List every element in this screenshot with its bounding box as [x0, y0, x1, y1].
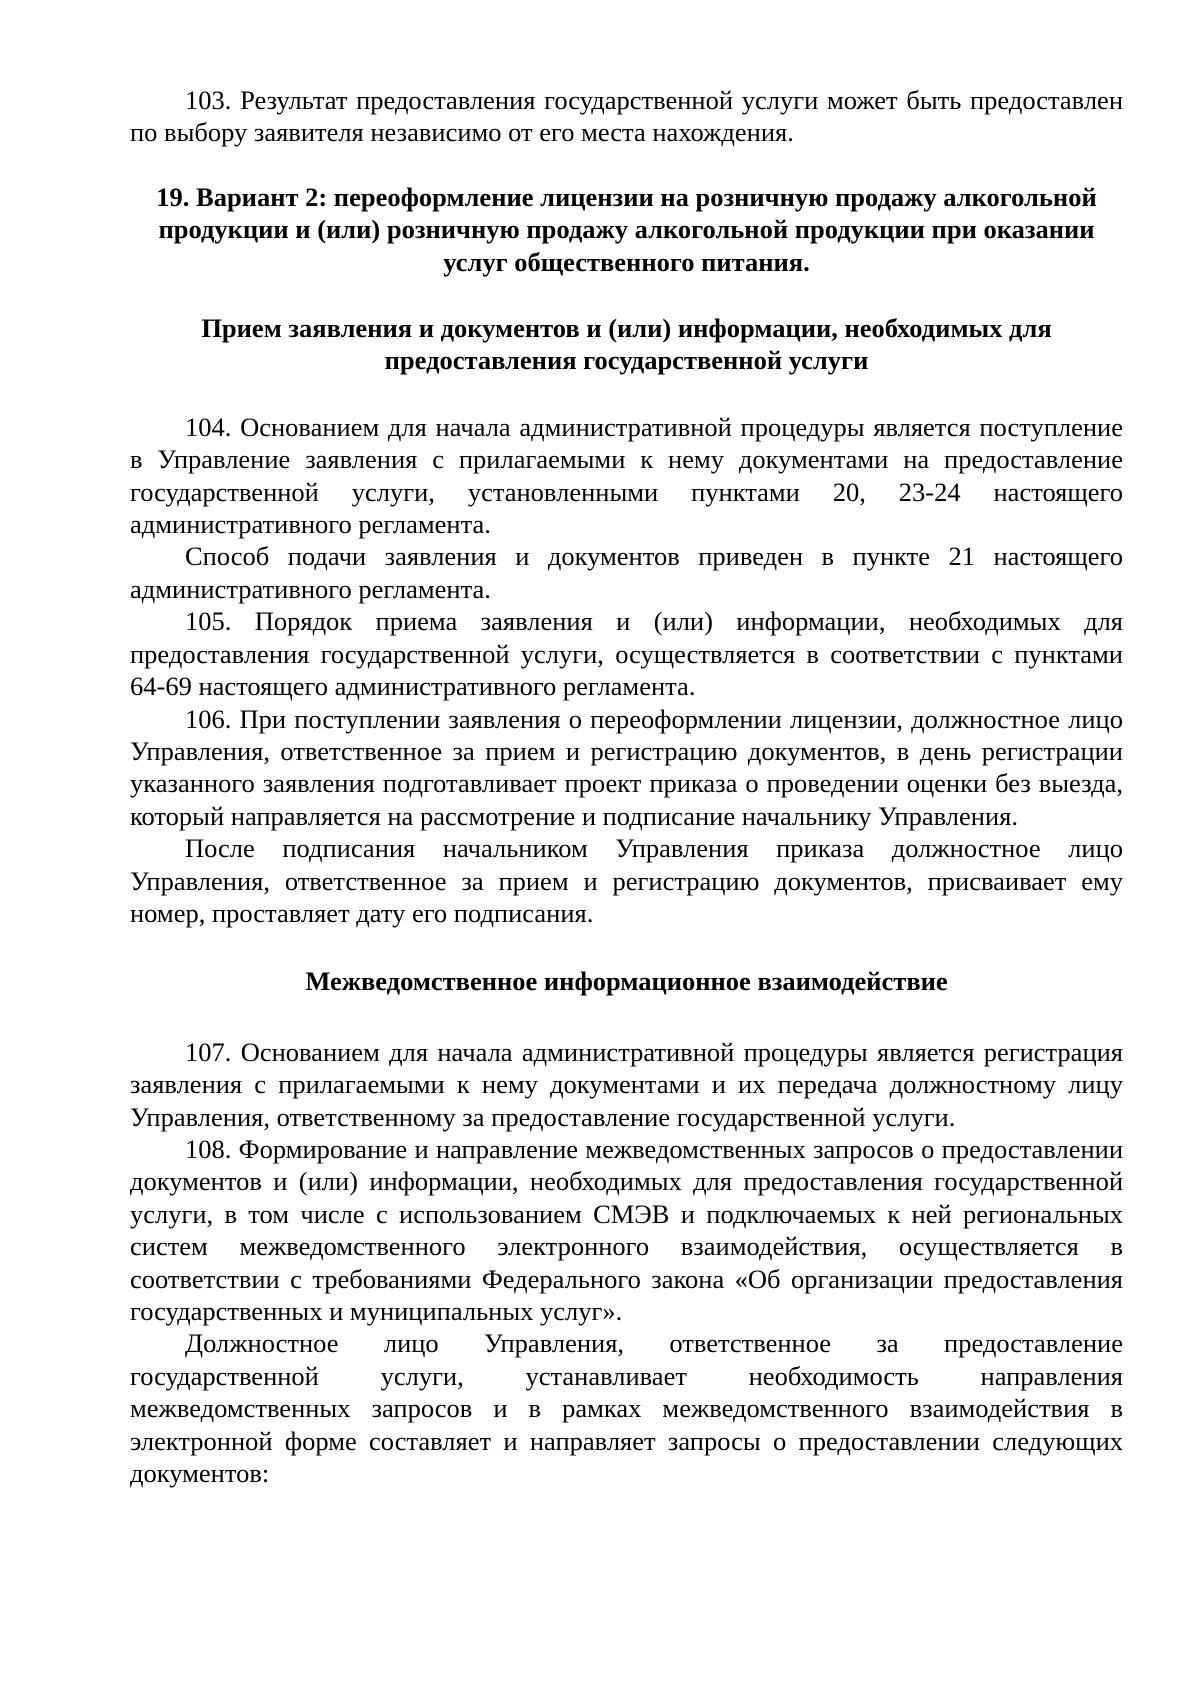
- section-heading: 19. Вариант 2: переоформление лицензии на розничную продажу алкогольной продукции и (или) розничную продажу алкогольной продукции при оказании услуг общественного питания.: [156, 181, 1097, 277]
- subsection-heading-reception: Прием заявления и документов и (или) информации, необходимых для предоставления государственной услуги: [201, 313, 1052, 376]
- paragraph-104-method: Способ подачи заявления и документов приведен в пункте 21 настоящего административного регламента.: [130, 541, 1123, 604]
- subsection-heading-interagency: Межведомственное информационное взаимодействие: [305, 966, 948, 997]
- paragraph-108-requests: Должностное лицо Управления, ответственное за предоставление государственной услуги, устанавливает необходимость направления межведомственных запросов и в рамках межведомственного взаимодействия в электронной форме составляет и направляет запросы о предоставлении следующих документов:: [130, 1328, 1123, 1489]
- paragraph-105: 105. Порядок приема заявления и (или) информации, необходимых для предоставления государственной услуги, осуществляется в соответствии с пунктами 64-69 настоящего административного регламента.: [130, 606, 1123, 702]
- paragraph-106: 106. При поступлении заявления о переоформлении лицензии, должностное лицо Управления, ответственное за прием и регистрацию документов, в день регистрации указанного заявления подготавливает проект приказа о проведении оценки без выезда, который направляется на рассмотрение и подписание начальнику Управления.: [130, 703, 1123, 831]
- paragraph-103: 103. Результат предоставления государственной услуги может быть предоставлен по выбору заявителя независимо от его места нахождения.: [130, 85, 1123, 148]
- paragraph-104: 104. Основанием для начала административной процедуры является поступление в Управление заявления с прилагаемыми к нему документами на предоставление государственной услуги, установленными пунктами 20, 23-24 настоящего административного регламента.: [130, 411, 1123, 540]
- paragraph-106-signing: После подписания начальником Управления приказа должностное лицо Управления, ответственное за прием и регистрацию документов, присваивает ему номер, проставляет дату его подписания.: [130, 833, 1123, 928]
- paragraph-108: 108. Формирование и направление межведомственных запросов о предоставлении документов и (или) информации, необходимых для предоставления государственной услуги, в том числе с использованием СМЭВ и подключаемых к ней региональных систем межведомственного электронного взаимодействия, осуществляется в соответствии с требованиями Федерального закона «Об организации предоставления государственных и муниципальных услуг».: [130, 1133, 1123, 1326]
- paragraph-107: 107. Основанием для начала административной процедуры является регистрация заявления с прилагаемыми к нему документами и их передача должностному лицу Управления, ответственному за предоставление государственной услуги.: [130, 1036, 1123, 1132]
- document-page: [130, 84, 1123, 1489]
